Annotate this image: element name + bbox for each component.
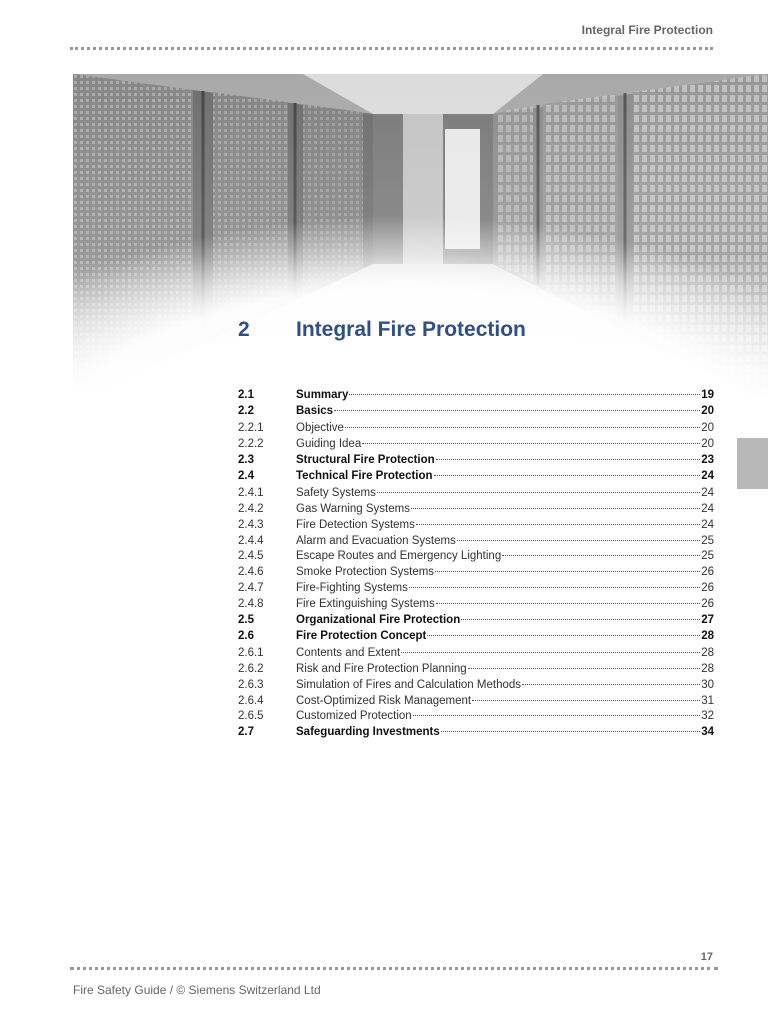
toc-dot-leader xyxy=(472,688,700,701)
toc-entry-title: Contents and Extent xyxy=(296,647,401,660)
toc-entry-title: Objective xyxy=(296,422,344,435)
toc-entry-page: 24 xyxy=(701,470,714,483)
toc-entry-title: Fire Protection Concept xyxy=(296,630,427,643)
toc-entry-title: Fire-Fighting Systems xyxy=(296,582,408,595)
toc-entry-page: 25 xyxy=(701,534,714,547)
toc-entry-title: Safety Systems xyxy=(296,487,376,500)
toc-dot-leader xyxy=(435,560,700,573)
toc-entry-page: 20 xyxy=(701,405,714,418)
toc-dot-leader xyxy=(427,624,700,637)
toc-entry-number: 2.4 xyxy=(238,470,254,483)
toc-entry-title: Safeguarding Investments xyxy=(296,726,440,739)
toc-entry-number: 2.4.5 xyxy=(238,550,264,563)
toc-entry-title: Alarm and Evacuation Systems xyxy=(296,534,456,547)
toc-dot-leader xyxy=(349,382,700,395)
toc-dot-leader xyxy=(411,497,700,510)
toc-entry-number: 2.6.3 xyxy=(238,678,264,691)
toc-entry[interactable] xyxy=(238,723,714,740)
toc-entry-title: Organizational Fire Protection xyxy=(296,613,461,626)
toc-dot-leader xyxy=(436,447,701,460)
toc-entry-title: Smoke Protection Systems xyxy=(296,566,435,579)
toc-entry-page: 26 xyxy=(701,582,714,595)
toc-entry-page: 26 xyxy=(701,566,714,579)
toc-entry-title: Cost-Optimized Risk Management xyxy=(296,694,472,707)
toc-entry-page: 28 xyxy=(701,647,714,660)
chapter-title: Integral Fire Protection xyxy=(296,318,526,341)
toc-entry-page: 24 xyxy=(701,503,714,516)
toc-dot-leader xyxy=(522,672,700,685)
toc-entry-number: 2.4.2 xyxy=(238,503,264,516)
toc-entry-page: 27 xyxy=(701,613,714,626)
toc-dot-leader xyxy=(401,641,700,654)
footer-divider xyxy=(70,967,718,970)
toc-entry-number: 2.6.2 xyxy=(238,663,264,676)
toc-entry-page: 20 xyxy=(701,422,714,435)
toc-dot-leader xyxy=(441,720,700,733)
toc-entry-page: 24 xyxy=(701,518,714,531)
toc-entry-page: 34 xyxy=(701,726,714,739)
toc-entry-title: Gas Warning Systems xyxy=(296,503,410,516)
toc-entry-number: 2.4.6 xyxy=(238,566,264,579)
toc-entry-title: Guiding Idea xyxy=(296,437,362,450)
toc-dot-leader xyxy=(461,607,700,620)
toc-dot-leader xyxy=(468,657,701,670)
toc-entry-number: 2.4.1 xyxy=(238,487,264,500)
toc-entry-number: 2.6.1 xyxy=(238,647,264,660)
server-room-photo xyxy=(73,74,768,404)
toc-dot-leader xyxy=(345,416,700,429)
toc-entry-number: 2.3 xyxy=(238,453,254,466)
toc-entry-title: Structural Fire Protection xyxy=(296,453,435,466)
toc-entry-number: 2.2.2 xyxy=(238,437,264,450)
toc-entry-page: 23 xyxy=(701,453,714,466)
toc-entry-number: 2.4.7 xyxy=(238,582,264,595)
toc-entry-title: Fire Detection Systems xyxy=(296,518,415,531)
toc-entry-title: Basics xyxy=(296,405,334,418)
toc-dot-leader xyxy=(434,464,701,477)
toc-entry-page: 31 xyxy=(701,694,714,707)
toc-entry-page: 30 xyxy=(701,678,714,691)
toc-entry-title: Escape Routes and Emergency Lighting xyxy=(296,550,502,563)
toc-entry-page: 25 xyxy=(701,550,714,563)
toc-entry-page: 24 xyxy=(701,487,714,500)
toc-dot-leader xyxy=(362,431,700,444)
toc-entry-page: 28 xyxy=(701,630,714,643)
toc-entry-number: 2.1 xyxy=(238,388,254,401)
toc-entry-title: Customized Protection xyxy=(296,710,412,723)
table-of-contents xyxy=(238,385,714,740)
toc-dot-leader xyxy=(413,704,701,717)
toc-entry-number: 2.6.5 xyxy=(238,710,264,723)
toc-entry-number: 2.6.4 xyxy=(238,694,264,707)
page-number: 17 xyxy=(700,951,713,963)
toc-dot-leader xyxy=(436,591,701,604)
toc-entry-title: Fire Extinguishing Systems xyxy=(296,597,435,610)
toc-entry-number: 2.2.1 xyxy=(238,422,264,435)
toc-entry-number: 2.4.8 xyxy=(238,597,264,610)
toc-entry-page: 19 xyxy=(701,388,714,401)
chapter-tab-marker xyxy=(737,438,768,489)
toc-entry-number: 2.7 xyxy=(238,726,254,739)
toc-entry-page: 26 xyxy=(701,597,714,610)
chapter-number: 2 xyxy=(238,318,250,341)
toc-entry-number: 2.6 xyxy=(238,630,254,643)
toc-dot-leader xyxy=(457,528,700,541)
toc-dot-leader xyxy=(377,481,700,494)
header-divider xyxy=(70,47,713,50)
toc-entry-number: 2.2 xyxy=(238,405,254,418)
toc-entry-number: 2.5 xyxy=(238,613,254,626)
toc-dot-leader xyxy=(416,512,700,525)
toc-entry-page: 28 xyxy=(701,663,714,676)
toc-entry-title: Summary xyxy=(296,388,349,401)
toc-entry-title: Risk and Fire Protection Planning xyxy=(296,663,467,676)
footer-text: Fire Safety Guide / © Siemens Switzerland Ltd xyxy=(73,983,321,997)
toc-entry-number: 2.4.3 xyxy=(238,518,264,531)
toc-entry-number: 2.4.4 xyxy=(238,534,264,547)
toc-entry-title: Simulation of Fires and Calculation Methods xyxy=(296,678,522,691)
running-header: Integral Fire Protection xyxy=(581,23,713,37)
toc-dot-leader xyxy=(334,399,700,412)
toc-entry-page: 32 xyxy=(701,710,714,723)
toc-dot-leader xyxy=(502,544,700,557)
toc-dot-leader xyxy=(409,576,700,589)
toc-entry-page: 20 xyxy=(701,437,714,450)
toc-entry-title: Technical Fire Protection xyxy=(296,470,433,483)
